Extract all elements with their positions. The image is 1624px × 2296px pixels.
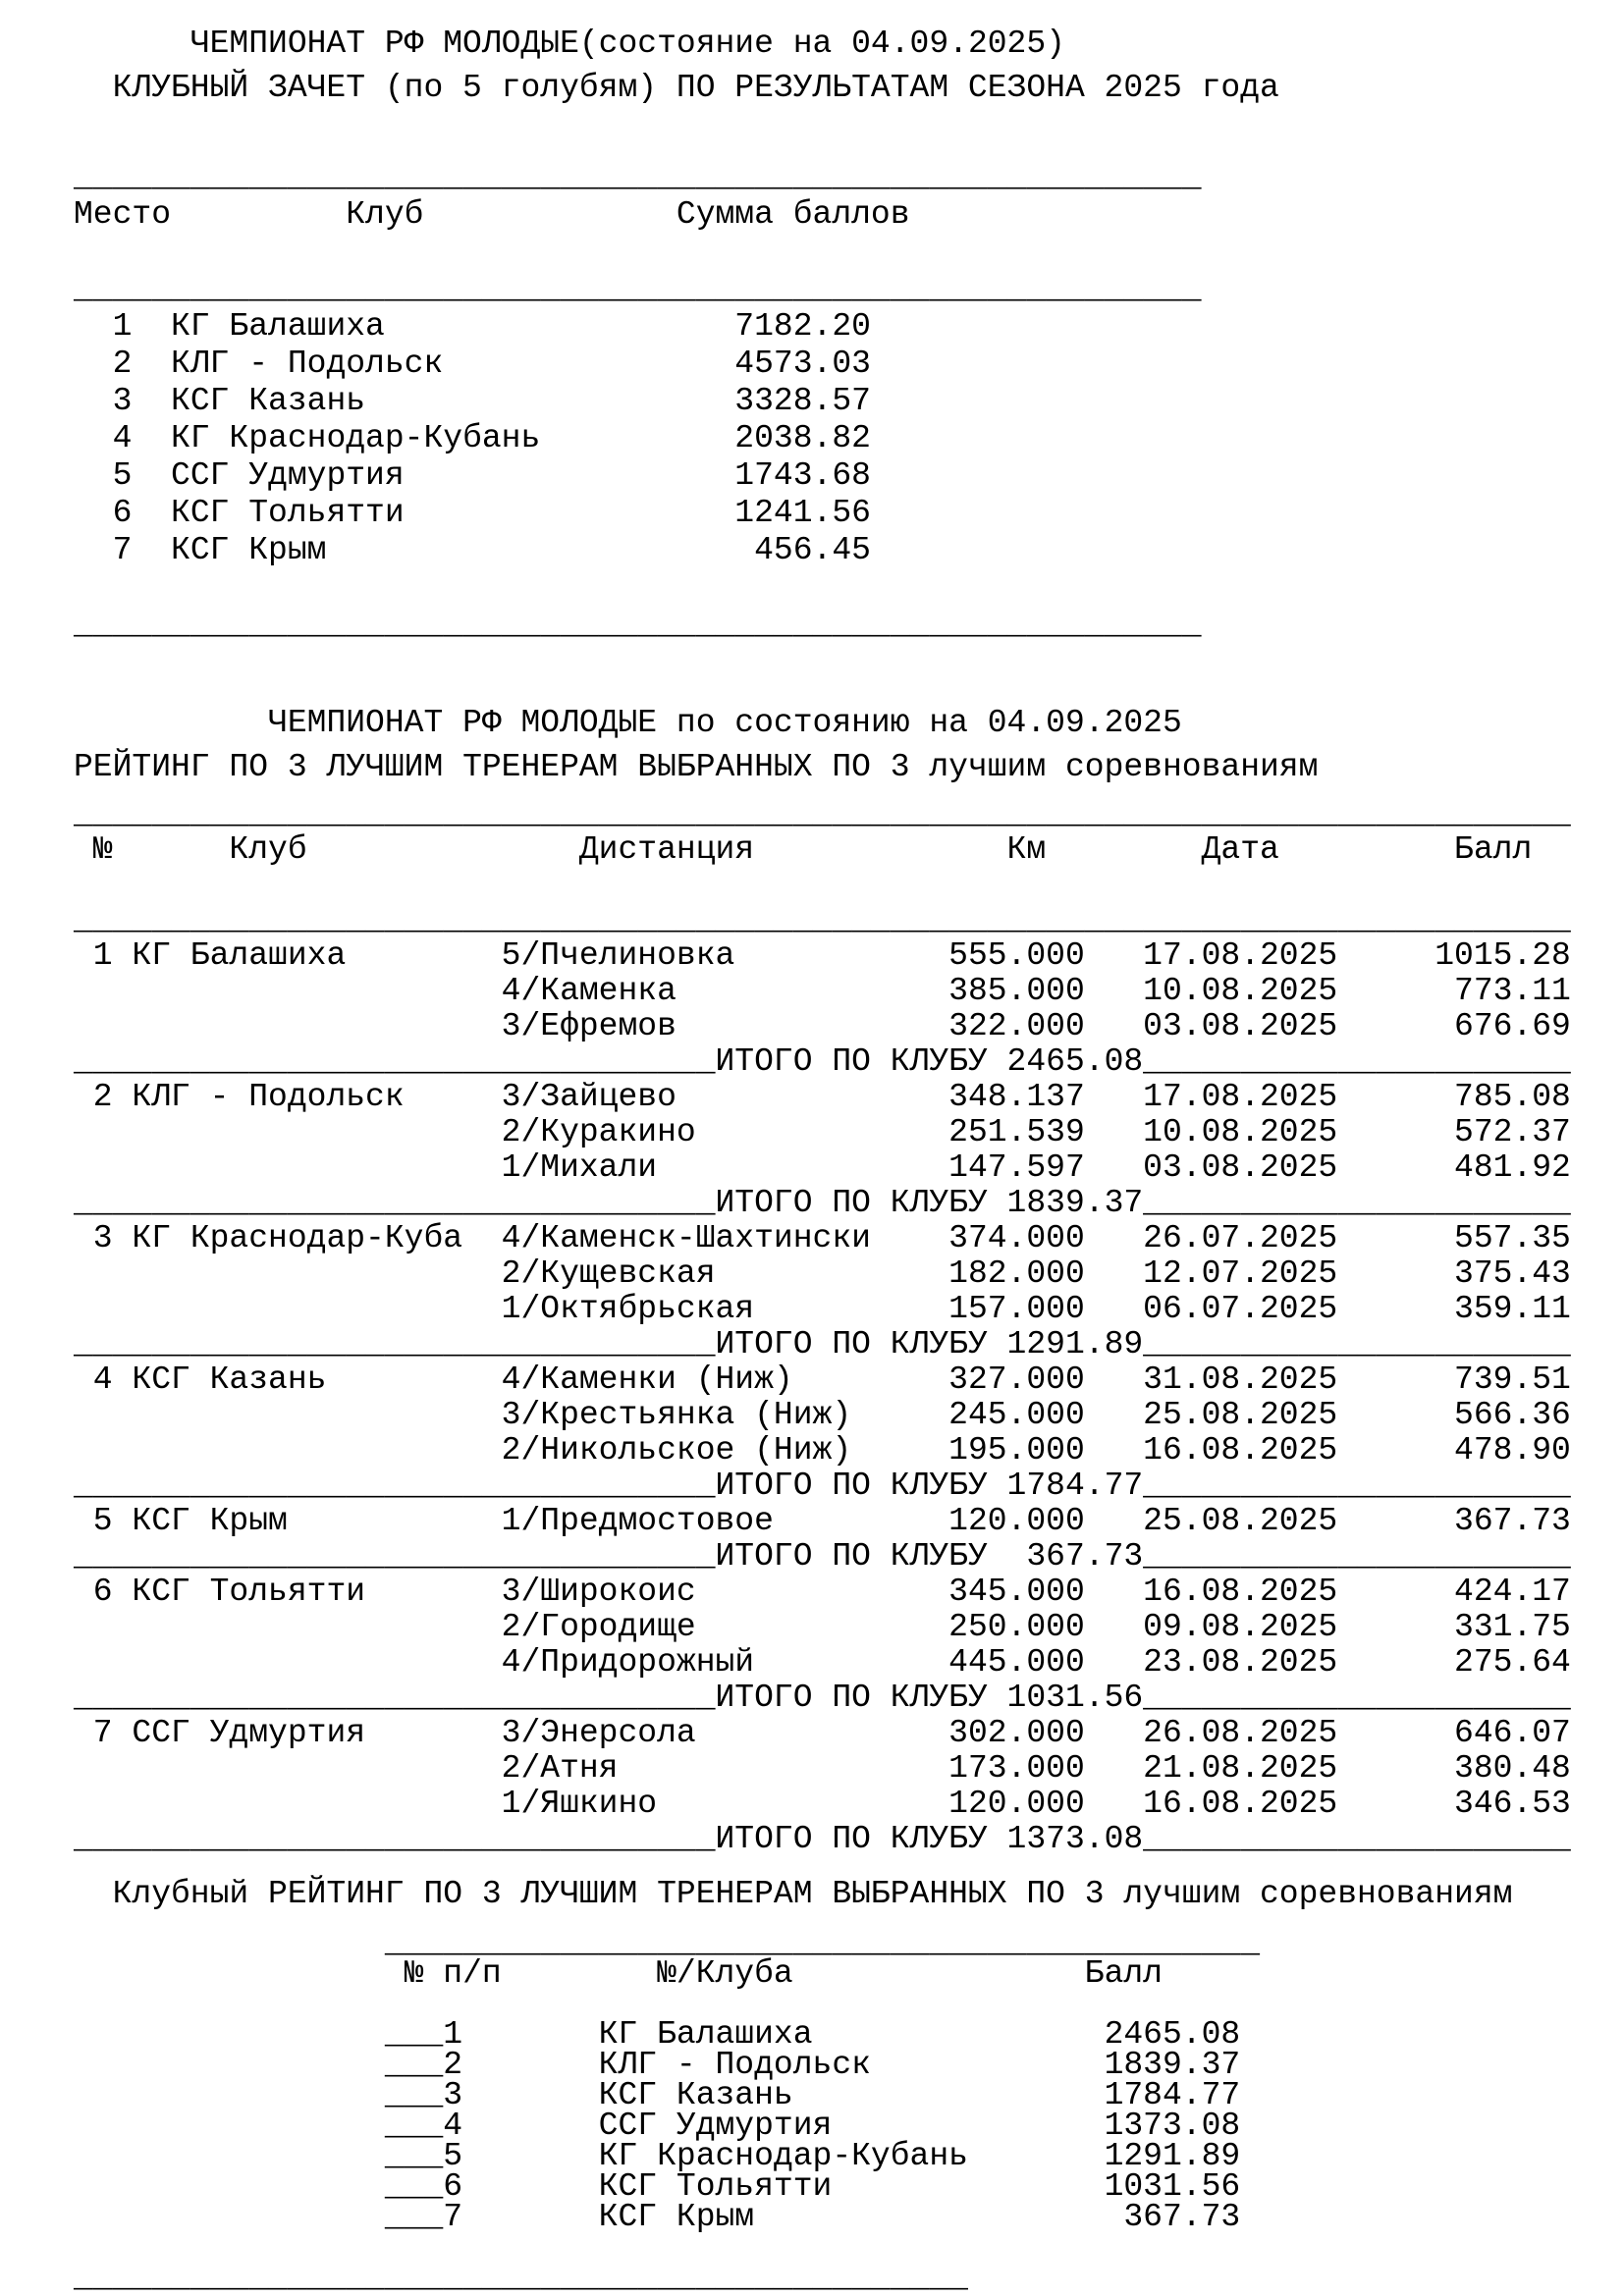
club-total-line: _________________________________ИТОГО ПО КЛУБУ 1839.37______________________ <box>74 1185 1571 1221</box>
summary-row-line: ___3 КСГ Казань 1784.77 <box>74 2077 1241 2113</box>
summary-row-line: ___7 КСГ Крым 367.73 <box>74 2199 1241 2235</box>
standings-row-line: 2 КЛГ - Подольск 4573.03 <box>74 346 871 382</box>
section1-title-line2: КЛУБНЫЙ ЗАЧЕТ (по 5 голубям) ПО РЕЗУЛЬТАТАМ СЕЗОНА 2025 года <box>112 70 1279 106</box>
club-total-line: _________________________________ИТОГО ПО КЛУБУ 1373.08______________________ <box>74 1821 1571 1857</box>
section2-title-line2: РЕЙТИНГ ПО 3 ЛУЧШИМ ТРЕНЕРАМ ВЫБРАННЫХ ПО 3 лучшим соревнованиям <box>74 749 1319 785</box>
race-row-line: 4 КСГ Казань 4/Каменки (Ниж) 327.000 31.08.2025 739.51 <box>74 1362 1571 1398</box>
footer-rule-line: ______________________________________________ <box>74 2260 968 2296</box>
rule-line: _____________________________________________________________________________ <box>74 902 1571 938</box>
club-rating-summary-table <box>74 1925 1624 2296</box>
race-row-line: 2/Атня 173.000 21.08.2025 380.48 <box>74 1750 1571 1787</box>
race-row-line: 2/Кущевская 182.000 12.07.2025 375.43 <box>74 1255 1571 1292</box>
rule-line: __________________________________________________________ <box>74 159 1202 195</box>
race-row-line: 3/Ефремов 322.000 03.08.2025 676.69 <box>74 1008 1571 1044</box>
race-row-line: 4/Каменка 385.000 10.08.2025 773.11 <box>74 973 1571 1009</box>
section3-header <box>74 1872 1624 1916</box>
blank-line <box>74 2232 1624 2263</box>
trainer-rating-table <box>74 797 1624 1857</box>
race-row-line: 1 КГ Балашиха 5/Пчелиновка 555.000 17.08.2025 1015.28 <box>74 937 1571 974</box>
club-total-line: _________________________________ИТОГО ПО КЛУБУ 1031.56______________________ <box>74 1680 1571 1716</box>
section2-header <box>74 701 1624 789</box>
section3-title-line: Клубный РЕЙТИНГ ПО 3 ЛУЧШИМ ТРЕНЕРАМ ВЫБРАННЫХ ПО 3 лучшим соревнованиям <box>112 1876 1513 1912</box>
race-row-line: 3/Крестьянка (Ниж) 245.000 25.08.2025 566.36 <box>74 1397 1571 1433</box>
club-total-line: _________________________________ИТОГО ПО КЛУБУ 1291.89______________________ <box>74 1326 1571 1362</box>
section1-header <box>74 22 1624 110</box>
race-row-line: 1/Яшкино 120.000 16.08.2025 346.53 <box>74 1786 1571 1822</box>
standings-row-line: 6 КСГ Тольятти 1241.56 <box>74 495 871 531</box>
blank-line <box>74 234 1624 271</box>
table-header-line: № п/п №/Клуба Балл <box>74 1955 1163 1992</box>
table-header-line: № Клуб Дистанция Км Дата Балл <box>74 831 1533 868</box>
race-row-line: 1/Октябрьская 157.000 06.07.2025 359.11 <box>74 1291 1571 1327</box>
race-row-line: 7 ССГ Удмуртия 3/Энерсола 302.000 26.08.2025 646.07 <box>74 1715 1571 1751</box>
rule-line: _____________________________________________ <box>74 1925 1260 1961</box>
race-row-line: 4/Придорожный 445.000 23.08.2025 275.64 <box>74 1644 1571 1681</box>
standings-row-line: 3 КСГ Казань 3328.57 <box>74 383 871 419</box>
summary-row-line: ___4 ССГ Удмуртия 1373.08 <box>74 2108 1241 2144</box>
table-header-line: Место Клуб Сумма баллов <box>74 196 910 233</box>
summary-row-line: ___5 КГ Краснодар-Кубань 1291.89 <box>74 2138 1241 2174</box>
section2-title-line1: ЧЕМПИОНАТ РФ МОЛОДЫЕ по состоянию на 04.09.2025 <box>268 705 1182 741</box>
standings-row-line: 7 КСГ Крым 456.45 <box>74 532 871 568</box>
club-total-line: _________________________________ИТОГО ПО КЛУБУ 2465.08______________________ <box>74 1043 1571 1080</box>
standings-row-line: 4 КГ Краснодар-Кубань 2038.82 <box>74 420 871 456</box>
blank-line <box>74 868 1624 903</box>
club-total-line: _________________________________ИТОГО ПО КЛУБУ 1784.77______________________ <box>74 1468 1571 1504</box>
race-row-line: 3 КГ Краснодар-Куба 4/Каменск-Шахтински 374.000 26.07.2025 557.35 <box>74 1220 1571 1256</box>
summary-row-line: ___2 КЛГ - Подольск 1839.37 <box>74 2047 1241 2083</box>
race-row-line: 2 КЛГ - Подольск 3/Зайцево 348.137 17.08.2025 785.08 <box>74 1079 1571 1115</box>
rule-line: __________________________________________________________ <box>74 607 1202 643</box>
blank-line <box>74 1989 1624 2019</box>
blank-line <box>74 569 1624 607</box>
club-total-line: _________________________________ИТОГО ПО КЛУБУ 367.73______________________ <box>74 1538 1571 1575</box>
summary-row-line: ___1 КГ Балашиха 2465.08 <box>74 2016 1241 2053</box>
club-standings-table <box>74 159 1624 644</box>
summary-row-line: ___6 КСГ Тольятти 1031.56 <box>74 2168 1241 2205</box>
race-row-line: 2/Куракино 251.539 10.08.2025 572.37 <box>74 1114 1571 1150</box>
rule-line: _____________________________________________________________________________ <box>74 796 1571 832</box>
section1-title-line1: ЧЕМПИОНАТ РФ МОЛОДЫЕ(состояние на 04.09.2025) <box>189 26 1065 62</box>
standings-row-line: 1 КГ Балашиха 7182.20 <box>74 308 871 345</box>
race-row-line: 2/Городище 250.000 09.08.2025 331.75 <box>74 1609 1571 1645</box>
race-row-line: 5 КСГ Крым 1/Предмостовое 120.000 25.08.2025 367.73 <box>74 1503 1571 1539</box>
race-row-line: 2/Никольское (Ниж) 195.000 16.08.2025 478.90 <box>74 1432 1571 1468</box>
race-row-line: 6 КСГ Тольятти 3/Широкоис 345.000 16.08.2025 424.17 <box>74 1574 1571 1610</box>
standings-row-line: 5 ССГ Удмуртия 1743.68 <box>74 457 871 494</box>
race-row-line: 1/Михали 147.597 03.08.2025 481.92 <box>74 1149 1571 1186</box>
rule-line: __________________________________________________________ <box>74 271 1202 307</box>
